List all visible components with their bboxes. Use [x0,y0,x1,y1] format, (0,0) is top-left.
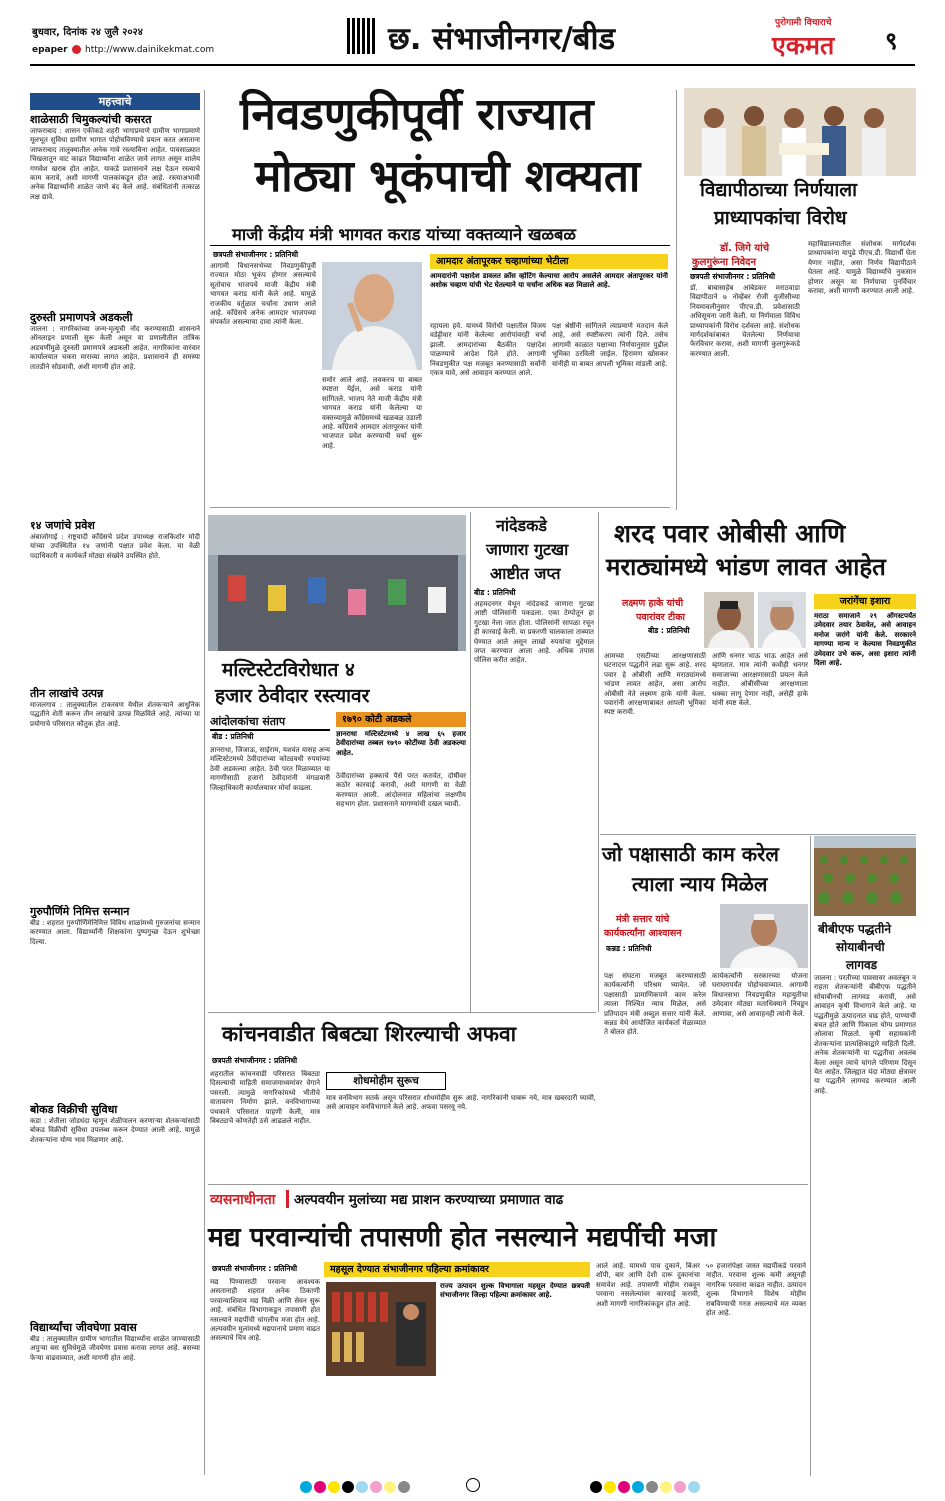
univ-headline-2: प्राध्यापकांचा विरोध [714,207,847,229]
kanchan-dateline: छत्रपती संभाजीनगर : प्रतिनिधी [212,1056,298,1065]
lead-body-1: आगामी विधानसभेच्या निवडणुकीपूर्वी राज्यात मोठा भूकंप होणार असल्याचे सूतोवाच भाजपचे माजी केंद्रीय मंत्री भागवत कराड यांनी केले आहे. यामुळे राजकीय वर्तुळात चर्चांना उधाण आले आहे. काँग्रेसचे अनेक आमदार भाजपच्या संपर्कात असल्याचा दावा त्यांनी केला. [210,262,316,327]
depositors-label-right: १७९० कोटी अडकले [336,712,466,727]
liquor-label-body: राज्य उत्पादन शुल्क विभागाला महसूल देण्यात छत्रपती संभाजीनगर जिल्हा पहिल्या क्रमांकावर आहे. [440,1282,590,1300]
liquor-headline: मद्य परवान्यांची तपासणी होत नसल्याने मद्यपींची मजा [208,1222,717,1253]
brand-logo: एकमत [772,31,835,60]
gutkha-headline-1: नांदेडकडे [496,516,547,535]
kanchan-bottom-rule [208,1184,808,1185]
brand-tagline: पुरोगामी विचाराचे [775,18,832,28]
gutkha-divider-left [470,512,471,1012]
soybean-photo [814,836,916,916]
kanchan-top-rule [208,1012,596,1013]
pawar-kicker-2: पवारांवर टीका [636,612,685,623]
sidebar-divider [204,90,205,1475]
sidebar-item-body: माजलगाव : तालुक्यातील टाकरवण येथील शेतकऱ्याने आधुनिक पद्धतीने शेती करून तीन लाखांचे उत्पन्न मिळविले आहे. त्यांच्या या प्रयोगाचे परिसरात कौतुक होत आहे. [30,701,200,728]
gutkha-headline-2: जाणारा गुटखा [486,540,569,559]
univ-photo [684,88,916,176]
sidebar-item-title: बोकड विक्रीची सुविधा [30,1103,118,1116]
lead-body-3: रहायला हवे. यामध्ये विरोधी पक्षातील विजय वडेट्टीवार यांनी केलेल्या आरोपांवरही चर्चा झाली. आमदारांच्या बैठकीत पक्षादेश पाळण्याचे आदेश दिले होते. आगामी निवडणुकीत पक्ष मजबूत करण्यासाठी सर्वांनी एकत्र यावे, असे आवाहन करण्यात आले. [430,322,546,378]
epaper-label: epaper [32,45,68,55]
lead-headline-1: निवडणुकीपूर्वी राज्यात [240,89,594,140]
masthead-date: बुधवार, दिनांक २४ जुलै २०२४ [32,27,143,38]
pawar-bottom-rule [600,834,916,835]
gutkha-dateline: बीड : प्रतिनिधी [474,588,516,597]
pawar-body-1: आमच्या एसटीच्या आरक्षणासाठी घटनादत्त पद्धतीने लढा सुरू आहे. शरद पवार हे ओबीसी आणि मराठ्यांमध्ये भांडण लावत आहेत, असा आरोप ओबीसी नेते लक्ष्मण हाके यांनी केला. पवारांनी आरक्षणाबाबत आपली भूमिका स्पष्ट करावी. [604,652,706,717]
lead-dateline: छत्रपती संभाजीनगर : प्रतिनिधी [213,250,299,259]
lead-body-2: समोर आले आहे. लवकरच या बाबत स्पष्टता येईल, असे कराड यांनी सांगितले. भाजप नेते माजी केंद्रीय मंत्री भागवत कराड यांनी केलेल्या या वक्तव्यामुळे काँग्रेसमध्ये खळबळ उडाली आहे. काँग्रेसचे आमदार अंतापूरकर यांनी भाजपात प्रवेश करण्याची चर्चा सुरू आहे. [322,376,422,450]
liquor-strap: अल्पवयीन मुलांच्या मद्य प्राशन करण्याच्या प्रमाणात वाढ [294,1192,564,1208]
sidebar-item-title: शाळेसाठी चिमुकल्यांची कसरत [30,113,152,126]
liquor-photo [326,1282,436,1376]
univ-dateline: छत्रपती संभाजीनगर : प्रतिनिधी [690,272,776,281]
liquor-strap-bar [286,1190,289,1208]
lead-sidebar-label: आमदार अंतापूरकर चव्हाणांच्या भेटीला [430,254,668,269]
pawar-kicker-1: लक्ष्मण हाके यांची [622,598,684,609]
liquor-strap-tag: व्यसनाधीनता [210,1192,276,1208]
univ-headline-1: विद्यापीठाच्या निर्णयाला [700,179,858,201]
depositors-photo [208,515,466,651]
sattar-photo [720,904,808,968]
sattar-body-1: पक्ष संघटना मजबूत करण्यासाठी कार्यकर्त्यांनी परिश्रम घ्यावेत. जो पक्षासाठी प्रामाणिकपणे काम करेल त्याला निश्चित न्याय मिळेल, असे प्रतिपादन मंत्री अब्दुल सत्तार यांनी केले. कन्नड येथे आयोजित कार्यकर्ता मेळाव्यात ते बोलत होते. [604,972,706,1037]
univ-body-2: महाविद्यालयातील संशोधक मार्गदर्शक प्राध्यापकांना यापुढे पीएच.डी. विद्यार्थी घेता येणार नाहीत, असा निर्णय विद्यापीठाने घेतला आहे. यामुळे विद्यार्थ्यांचे नुकसान होणार असून या निर्णयाचा पुनर्विचार करावा, अशी मागणी करण्यात आली आहे. [808,240,916,296]
sattar-body-2: कार्यकर्त्यांनी सरकारच्या योजना घराघरापर्यंत पोहोचवाव्यात. आगामी विधानसभा निवडणुकीत महायुतीचा उमेदवार मोठ्या मताधिक्याने निवडून आणावा, असे आवाहनही त्यांनी केले. [712,972,808,1018]
depositors-label-left: आंदोलकांचा संताप [210,714,330,731]
gutkha-headline-3: आष्टीत जप्त [490,564,561,583]
pawar-photo-pawar [758,592,806,648]
section-title: छ. संभाजीनगर/बीड [388,21,616,57]
jarange-label: जरांगेंचा इशारा [814,594,916,609]
depositors-right-intro: ज्ञानराधा मल्टिस्टेटमध्ये ४ लाख ६५ हजार ठेवीदारांच्या तब्बल १७९० कोटींच्या ठेवी अडकल्या आहेत. [336,730,466,757]
soybean-headline-3: लागवड [846,958,878,972]
sidebar-item-body: जाफराबाद : शासन एकीकडे शहरी भागाप्रमाणे ग्रामीण भागाप्रमाणे मूलभूत सुविधा ग्रामीण भागात पोहोचविण्याचे प्रयत्न करत असताना जाफराबाद तालुक्यातील अनेक गावे रस्त्याविना आहेत. पावसाळ्यात चिखलातून वाट काढत विद्यार्थ्यांना शाळेत जावे लागत असून शालेय गणवेश खराब होत आहेत. याकडे प्रशासनाने लक्ष देऊन रस्त्याचे काम करावे, अशी मागणी पालकांकडून होत आहे. रस्त्याअभावी अनेक विद्यार्थ्यांनी शाळेत जाणे बंद केले आहे. संबंधितांनी तत्काळ लक्ष द्यावे. [30,127,200,201]
jarange-body: मराठा समाजाने २९ ऑगस्टपर्यंत उमेदवार तयार ठेवावेत, असे आवाहन मनोज जरांगे यांनी केले. सरकारने मागण्या मान्य न केल्यास निवडणुकीत उमेदवार उभे करू, असा इशारा त्यांनी दिला आहे. [814,612,916,668]
sidebar [30,113,200,1473]
depositors-headline-1: मल्टिस्टेटविरोधात ४ [222,659,355,681]
depositors-headline-2: हजार ठेवीदार रस्त्यावर [215,685,370,707]
univ-body-1: डॉ. बाबासाहेब आंबेडकर मराठवाडा विद्यापीठाने ७ नोव्हेंबर रोजी युजीसीच्या नियमावलीनुसार पीएच.डी. प्रवेशासाठी अधिसूचना जारी केली. या निर्णयाला विविध प्राध्यापकांनी विरोध दर्शवला आहे. संशोधक मार्गदर्शकांबाबत घेतलेल्या निर्णयाचा फेरविचार करावा, अशी मागणी कुलगुरूंकडे करण्यात आली. [690,284,800,358]
lead-subhead-rule [210,245,670,246]
pawar-body-2: आणि धनगर भाऊ भाऊ आहेत असे म्हणतात. मात्र त्यांनी कधीही धनगर समाजाच्या आरक्षणासाठी प्रयत्न केले नाहीत. ओबीसींच्या आरक्षणाला धक्का लागू देणार नाही, असेही हाके यांनी स्पष्ट केले. [712,652,808,708]
pawar-dateline: बीड : प्रतिनिधी [648,626,690,635]
sidebar-item-title: दुरुस्ती प्रमाणपत्रे अडकली [30,311,133,324]
pawar-photo-hake [704,592,754,648]
sidebar-item-body: कडा : शेतीला जोडधंदा म्हणून शेळीपालन करणाऱ्या शेतकऱ्यांसाठी बोकड विक्रीची सुविधा उपलब्ध करून देण्यात आली आहे. यामुळे शेतकऱ्यांना योग्य भाव मिळणार आहे. [30,1117,200,1144]
page-number: ९ [885,27,898,55]
soybean-headline-2: सोयाबीनची [836,940,885,954]
liquor-body-1: मद्य पिण्यासाठी परवाना आवश्यक असतानाही शहरात अनेक ठिकाणी परवान्याशिवाय मद्य विक्री आणि सेवन सुरू आहे. संबंधित विभागाकडून तपासणी होत नसल्याने मद्यपींची चांगलीच मजा होत आहे. अल्पवयीन मुलांमध्ये मद्यपानाचे प्रमाण वाढत असल्याचे चित्र आहे. [210,1278,320,1343]
right-col-divider [676,90,677,510]
depositors-body-1: ज्ञानराधा, जिजाऊ, साईराम, यशवंत यासह अन्य मल्टिस्टेटमध्ये ठेवीदारांच्या कोट्यवधी रुपयांच्या ठेवी अडकल्या आहेत. ठेवी परत मिळाव्यात या मागणीसाठी हजारो ठेवीदारांनी मंगळवारी जिल्हाधिकारी कार्यालयावर मोर्चा काढला. [210,746,330,792]
sattar-kicker-1: मंत्री सत्तार यांचे [616,914,670,925]
section-logo-icon [347,18,377,54]
sidebar-item-title: तीन लाखांचे उत्पन्न [30,687,104,700]
sidebar-item-body: बीड : तालुक्यातील ग्रामीण भागातील विद्यार्थ्यांना शाळेत जाण्यासाठी अपुऱ्या बस सुविधेमुळे जीवघेणा प्रवास करावा लागत आहे. बसच्या फेऱ्या वाढवाव्यात, अशी मागणी होत आहे. [30,1335,200,1362]
color-bar-left [300,1478,412,1497]
soybean-body: जालना : परतीच्या पावसावर अवलंबून न राहता शेतकऱ्यांनी बीबीएफ पद्धतीने सोयाबीनची लागवड करावी, असे आवाहन कृषी विभागाने केले आहे. या पद्धतीमुळे उत्पादनात वाढ होते, पाण्याची बचत होते आणि पिकाला योग्य प्रमाणात ओलावा मिळतो. कृषी सहायकांनी शेतकऱ्यांना प्रात्यक्षिकाद्वारे माहिती दिली. अनेक शेतकऱ्यांनी या पद्धतीचा अवलंब केला असून त्याचे चांगले परिणाम दिसून येत आहेत. जिल्ह्यात यंदा मोठ्या क्षेत्रावर या पद्धतीने लागवड करण्यात आली आहे. [814,974,916,1095]
gutkha-body: अहमदनगर येथून नांदेडकडे जाणारा गुटखा आष्टी पोलिसांनी पकडला. एका टेम्पोतून हा गुटखा नेला जात होता. पोलिसांनी सापळा रचून ही कारवाई केली. या प्रकरणी चालकाला ताब्यात घेण्यात आले असून लाखो रुपयांचा मुद्देमाल जप्त करण्यात आला आहे. अधिक तपास पोलिस करीत आहेत. [474,600,594,665]
liquor-body-3: ५० हजारांपेक्षा जास्त मद्यपींकडे परवाने नाहीत. परवाना शुल्क कमी असूनही नागरिक परवाना काढत नाहीत. उत्पादन शुल्क विभागाने विशेष मोहीम राबविण्याची गरज असल्याचे मत व्यक्त होत आहे. [706,1262,806,1318]
depositors-body-2: ठेवीदारांच्या हक्काचे पैसे परत करावेत, दोषींवर कठोर कारवाई करावी, अशी मागणी या वेळी करण्यात आली. आंदोलनात महिलांचा लक्षणीय सहभाग होता. प्रशासनाने मागण्यांची दखल घ्यावी. [336,772,466,809]
sidebar-item-body: अंबाजोगाई : राष्ट्रवादी काँग्रेसचे प्रदेश उपाध्यक्ष राजकिशोर मोदी यांच्या उपस्थितीत १४ जणांनी पक्षात प्रवेश केला. या वेळी पदाधिकारी व कार्यकर्ते मोठ्या संख्येने उपस्थित होते. [30,533,200,560]
sidebar-item-title: विद्यार्थ्यांचा जीवघेणा प्रवास [30,1321,137,1334]
lead-body-4: पक्ष श्रेष्ठींनी सांगितले त्याप्रमाणे मतदान केले आहे, असे स्पष्टीकरण त्यांनी दिले. तसेच आगामी काळात पक्षाच्या निर्णयानुसार पुढील भूमिका ठरविली जाईल. हिरामण खोसकर यांनीही या बाबत आपली भूमिका मांडली आहे. [552,322,668,368]
univ-kicker-2: कुलगुरूंना निवेदन [692,254,756,270]
color-bar-right [590,1478,702,1497]
kanchan-headline: कांचनवाडीत बिबट्या शिरल्याची अफवा [222,1022,517,1046]
liquor-body-2: आले आहे. यामध्ये पाच दुकाने, बिअर शॉपी, बार आणि देशी दारू दुकानांचा समावेश आहे. तपासणी मोहीम राबवून परवाना नसलेल्यांवर कारवाई करावी, अशी मागणी नागरिकांकडून होत आहे. [596,1262,700,1308]
sattar-headline-1: जो पक्षासाठी काम करेल [602,842,779,866]
liquor-label: महसूल देण्यात संभाजीनगर पहिल्या क्रमांकावर [324,1262,590,1277]
registration-mark-icon [466,1478,480,1492]
pawar-headline-2: मराठ्यांमध्ये भांडण लावत आहेत [606,553,886,581]
masthead-rule [30,64,915,66]
univ-kicker-1: डॉ. जिगे यांचे [720,243,770,254]
sidebar-item-title: गुरुपौर्णिमे निमित्त सन्मान [30,905,130,918]
kanchan-body-1: शहरातील कांचनवाडी परिसरात बिबट्या दिसल्याची माहिती समाजमाध्यमांवर वेगाने पसरली. त्यामुळे नागरिकांमध्ये भीतीचे वातावरण निर्माण झाले. वनविभागाच्या पथकाने परिसरात पाहणी केली, मात्र बिबट्याचे कोणतेही ठसे आढळले नाहीत. [210,1070,320,1126]
lead-photo [322,262,422,370]
sidebar-item-title: १४ जणांचे प्रवेश [30,519,95,532]
sidebar-item-body: जालना : नागरिकांच्या जन्म-मृत्यूची नोंद करण्यासाठी शासनाने ऑनलाइन प्रणाली सुरू केली असून या प्रणालीतील तांत्रिक अडचणींमुळे दुरुस्ती प्रमाणपत्रे अडकली आहेत. नागरिकांना वारंवार कार्यालयात चकरा माराव्या लागत आहेत. प्रशासनाने ही समस्या तातडीने सोडवावी, अशी मागणी होत आहे. [30,325,200,371]
sattar-dateline: कन्नड : प्रतिनिधी [606,944,652,953]
globe-icon [72,45,81,54]
liquor-dateline: छत्रपती संभाजीनगर : प्रतिनिधी [212,1264,298,1273]
lead-bottom-rule [210,507,670,508]
sidebar-header: महत्त्वाचे [30,93,200,110]
epaper-url[interactable]: http://www.dainikekmat.com [85,45,215,55]
pawar-headline-1: शरद पवार ओबीसी आणि [614,519,846,548]
lead-sidebar-intro: आमदारांनी पक्षादेश डावलत क्रॉस व्होटिंग केल्याचा आरोप असलेले आमदार अंतापूरकर यांनी अशोक चव्हाण यांची भेट घेतल्याने या चर्चांना अधिक बळ मिळाले आहे. [430,272,668,290]
lead-subhead: माजी केंद्रीय मंत्री भागवत कराड यांच्या वक्तव्याने खळबळ [232,225,576,244]
kanchan-label: शोधमोहीम सुरूच [326,1072,446,1090]
sidebar-item-body: बीड : शहरात गुरुपौर्णिमेनिमित्त विविध शाळांमध्ये गुरुजनांचा सन्मान करण्यात आला. विद्यार्थ्यांनी शिक्षकांना पुष्पगुच्छ देऊन शुभेच्छा दिल्या. [30,919,200,946]
soybean-divider [810,836,811,1476]
soybean-headline-1: बीबीएफ पद्धतीने [818,922,891,936]
gutkha-divider-right [598,512,599,1012]
lead-headline-2: मोठ्या भूकंपाची शक्यता [255,151,641,202]
kanchan-body-2: मात्र वनविभाग सतर्क असून परिसरात शोधमोहीम सुरू आहे. नागरिकांनी घाबरू नये, मात्र खबरदारी घ्यावी, असे आवाहन वनविभागाने केले आहे. अफवा पसरवू नये. [326,1094,596,1112]
sattar-kicker-2: कार्यकर्त्यांना आश्वासन [604,928,682,939]
depositors-dateline: बीड : प्रतिनिधी [212,732,254,741]
sattar-headline-2: त्याला न्याय मिळेल [632,872,768,896]
